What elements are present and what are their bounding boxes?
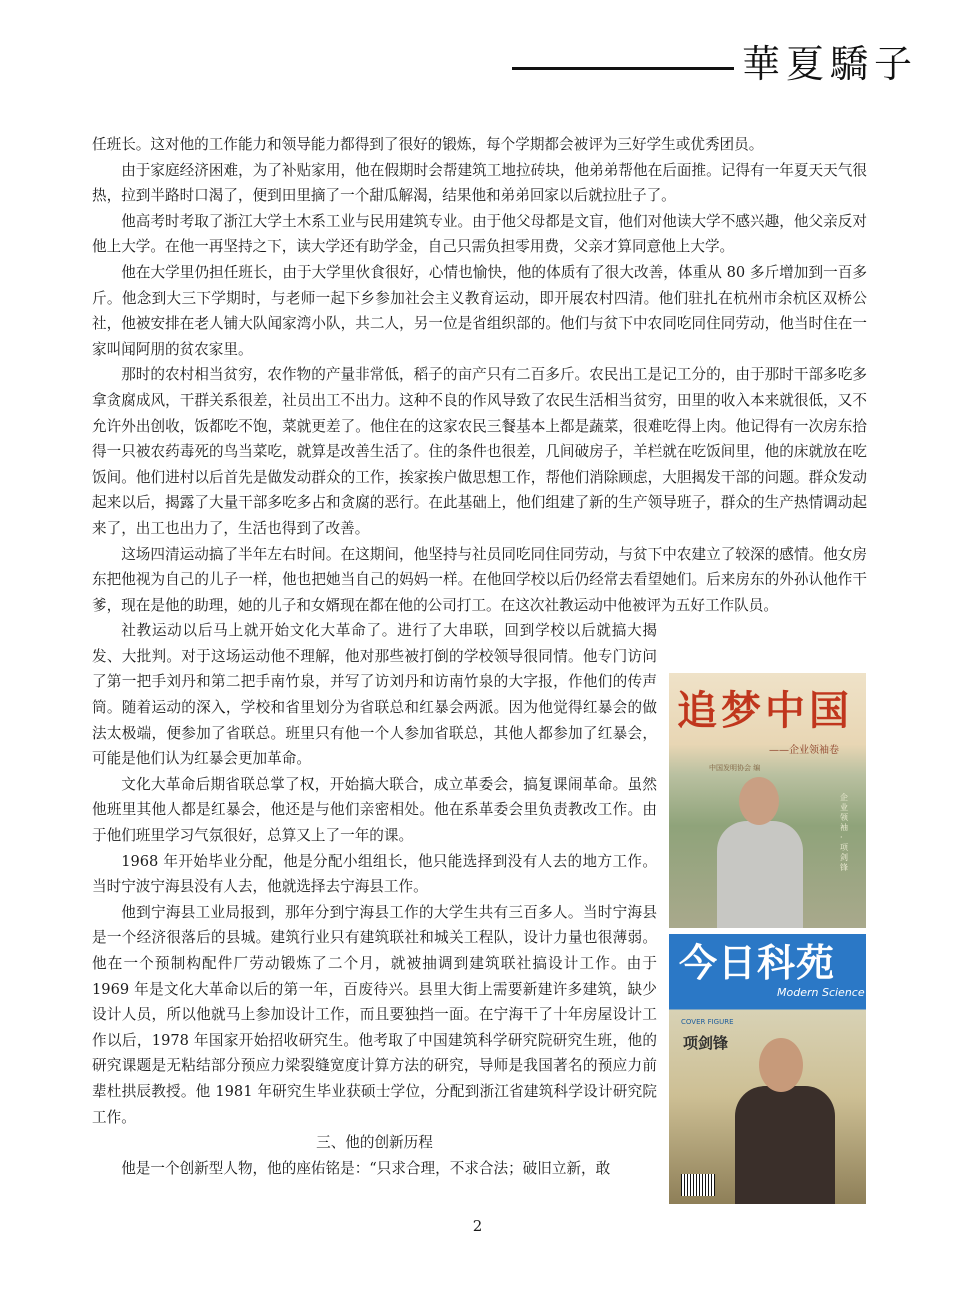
cover-subtitle: ——企业领袖卷 [769, 745, 839, 756]
cover-title: 今日科苑 [679, 941, 836, 985]
cover-tag: COVER FIGURE [681, 1018, 734, 1026]
paragraph: 他到宁海县工业局报到，那年分到宁海县工作的大学生共有三百多人。当时宁海县是一个经济很落后的县城。建筑行业只有建筑联社和城关工程队，设计力量也很薄弱。他在一个预制构配件厂劳动锻炼了二个月，就被抽调到建筑联社搞设计工作。由于 1969 年是文化大革命以后的第一年，百废待兴。县里大街上需要新建许多建筑，缺少设计人员，所以他就马上参加设计工作，而且要独挡一面。在宁海干了十年房屋设计工作以后，1978 年国家开始招收研究生。他考取了中国建筑科学研究院研究生班，他的研究课题是无粘结部分预应力梁裂缝宽度计算方法的研究，导师是我国著名的预应力前辈杜拱辰教授。他 1981 年研究生毕业获硕士学位，分配到浙江省建筑科学设计研究院工作。 [92, 903, 657, 1126]
cover-org: 中国发明协会 编 [709, 764, 761, 772]
paragraph: 他在大学里仍担任班长，由于大学里伙食很好，心情也愉快，他的体质有了很大改善，体重从 80 多斤增加到一百多斤。他念到大三下学期时，与老师一起下乡参加社会主义教育运动，即开展农村四清。他们驻扎在杭州市余杭区双桥公社，他被安排在老人铺大队闻家湾小队，共二人，另一位是省组织部的。他们与贫下中农同吃同住同劳动，他当时住在一家叫闻阿朋的贫农家里。 [92, 263, 867, 358]
header-rule [512, 67, 734, 70]
paragraph: 由于家庭经济困难，为了补贴家用，他在假期时会帮建筑工地拉砖块，他弟弟帮他在后面推。记得有一年夏天天气很热，拉到半路时口渴了，便到田里摘了一个甜瓜解渴，结果他和弟弟回家以后就拉肚子了。 [92, 161, 867, 205]
header-logo: 華夏驕子 [742, 42, 919, 86]
page-number: 2 [472, 1217, 483, 1235]
paragraph: 他是一个创新型人物，他的座佑铭是：“只求合理，不求合法；破旧立新，敢 [121, 1159, 611, 1177]
portrait-head [739, 777, 779, 825]
cover-name: 项剑锋 [683, 1034, 729, 1052]
magazine-cover-modern-science [669, 934, 866, 1204]
paragraph: 这场四清运动搞了半年左右时间。在这期间，他坚持与社员同吃同住同劳动，与贫下中农建立了较深的感情。他女房东把他视为自己的儿子一样，他也把她当自己的妈妈一样。在他回学校以后仍经常去看望她们。后来房东的外孙认他作干爹，现在是他的助理，她的儿子和女婿现在都在他的公司打工。在这次社教运动中他被评为五好工作队员。 [92, 545, 867, 614]
paragraph: 任班长。这对他的工作能力和领导能力都得到了很好的锻炼，每个学期都会被评为三好学生或优秀团员。 [92, 136, 764, 153]
cover-title: 追梦中国 [677, 687, 853, 734]
portrait-body [735, 1086, 835, 1204]
paragraph: 他高考时考取了浙江大学土木系工业与民用建筑专业。由于他父母都是文盲，他们对他读大学不感兴趣，他父亲反对他上大学。在他一再坚持之下，读大学还有助学金，自己只需负担零用费，父亲才算同意他上大学。 [92, 212, 867, 256]
barcode-icon [681, 1174, 715, 1196]
cover-english-title: Modern Science [777, 986, 865, 999]
portrait-body [717, 821, 803, 928]
magazine-cover-dream-china [669, 673, 866, 928]
cover-vertical-caption: 企业领袖·项剑锋 [840, 793, 848, 872]
paragraph: 那时的农村相当贫穷，农作物的产量非常低，稻子的亩产只有二百多斤。农民出工是记工分的，由于那时干部多吃多拿贪腐成风，干群关系很差，社员出工不出力。这种不良的作风导致了农民生活相当贫穷，田里的收入本来就很低，又不允许外出创收，饭都吃不饱，菜就更差了。他住在的这家农民三餐基本上都是蔬菜，很难吃得上肉。他记得有一次房东拾得一只被农药毒死的鸟当菜吃，就算是改善生活了。住的条件也很差，几间破房子，羊栏就在吃饭间里，他的床就放在吃饭间。他们进村以后首先是做发动群众的工作，挨家挨户做思想工作，帮他们消除顾虑，大胆揭发干部的问题。群众发动起来以后，揭露了大量干部多吃多占和贪腐的恶行。在此基础上，他们组建了新的生产领导班子，群众的生产热情调动起来了，出工也出力了，生活也得到了改善。 [92, 366, 867, 537]
paragraph: 文化大革命后期省联总掌了权，开始搞大联合，成立革委会，搞复课闹革命。虽然他班里其他人都是红暴会，他还是与他们亲密相处。他在系革委会里负责教改工作。由于他们班里学习气氛很好，总算又上了一年的课。 [92, 775, 657, 845]
paragraph: 1968 年开始毕业分配，他是分配小组组长，他只能选择到没有人去的地方工作。当时宁波宁海县没有人去，他就选择去宁海县工作。 [92, 852, 657, 896]
paragraph: 社教运动以后马上就开始文化大革命了。进行了大串联，回到学校以后就搞大揭发、大批判。对于这场运动他不理解，他对那些被打倒的学校领导很同情。他专门访问了第一把手刘丹和第二把手南竹泉，并写了访刘丹和访南竹泉的大字报，作他们的传声筒。随着运动的深入，学校和省里划分为省联总和红暴会两派。因为他觉得红暴会的做法太极端，便参加了省联总。班里只有他一个人参加省联总，其他人都参加了红暴会，可能是他们认为红暴会更加革命。 [92, 622, 657, 768]
section-heading: 三、他的创新历程 [316, 1134, 433, 1152]
portrait-head [759, 1038, 803, 1092]
